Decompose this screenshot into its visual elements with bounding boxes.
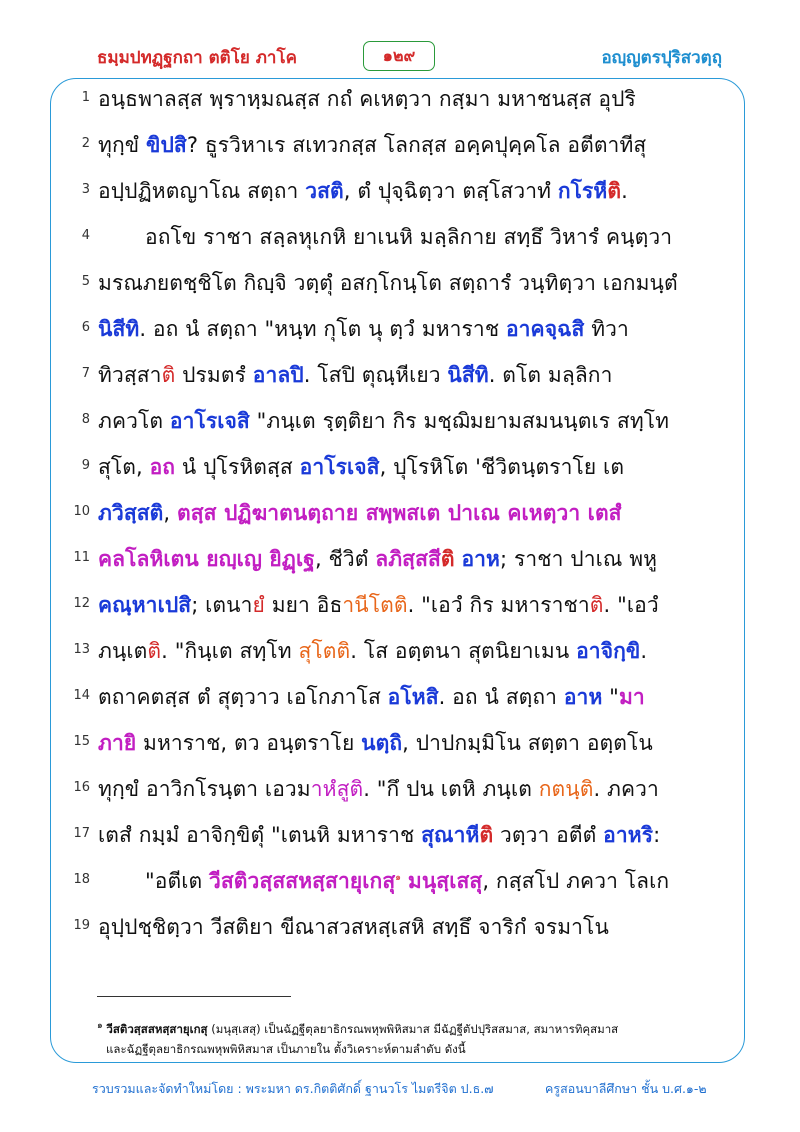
text-segment: ภนฺเต: [98, 639, 148, 663]
text-line: [50, 678, 745, 718]
text-segment: ,: [163, 501, 177, 525]
text-segment: "ภนฺเต รฺตฺติยา กิร มชฺฌิมยามสมนนฺตเร สทฺโท: [249, 409, 670, 433]
line-number: 12: [73, 596, 90, 611]
page-number-badge: ๑๒๙: [363, 41, 435, 71]
text-line: [50, 402, 745, 442]
text-segment: . ภควา: [593, 777, 659, 801]
text-segment: ติ: [161, 363, 176, 387]
text-segment: อาห: [461, 547, 501, 571]
footnote-marker: ๑: [97, 1021, 103, 1031]
footnote-text-1: (มนุสฺเสสุ) เป็นฉัฏฐีตุลยาธิกรณพหุพพิหิสมาส มีฉัฏฐีตัปปุริสสมาส, สมาหารทิคุสมาส: [207, 1021, 619, 1036]
text-line: [50, 126, 745, 166]
text-segment: . "กึ ปน เตหิ ภนฺเต: [363, 777, 539, 801]
line-text: [145, 221, 723, 254]
text-segment: , ปาปกมฺมิโน สตฺตา อตฺตโน: [402, 731, 653, 755]
text-segment: อโหสิ: [387, 685, 439, 709]
text-segment: ปรมตรํ: [175, 363, 253, 387]
line-text: [98, 175, 723, 208]
text-segment: อถโข ราชา สลฺลหุเกหิ ยาเนหิ มลฺลิกาย สทฺธึ วิหารํ คนฺตฺวา: [145, 225, 673, 249]
text-segment: ติ: [147, 639, 162, 663]
text-segment: อาห: [563, 685, 603, 709]
text-segment: .: [640, 639, 648, 663]
text-segment: ภวิสฺสติ: [98, 501, 164, 525]
text-segment: อาโรเจสิ: [169, 409, 250, 433]
line-text: [98, 635, 723, 668]
text-segment: ติ: [607, 179, 622, 203]
text-segment: "อตีเต: [145, 869, 209, 893]
footnote-line-1: [97, 1018, 618, 1039]
line-number: 2: [81, 136, 90, 151]
text-segment: . อถ นํ สตฺถา: [438, 685, 564, 709]
text-segment: กโรหี: [557, 179, 608, 203]
text-segment: อาลปิ: [252, 363, 304, 387]
text-segment: ลภิสฺสสี: [375, 547, 441, 571]
line-text: [98, 727, 723, 760]
footnote-line-2: และฉัฏฐีตุลยาธิกรณพหุพพิหิสมาส เป็นภายใน ตั้งวิเคราะห์ตามลำดับ ดังนี้: [106, 1042, 466, 1056]
text-segment: อาหริ: [603, 823, 654, 847]
line-number: 5: [81, 274, 90, 289]
text-line: [50, 356, 745, 396]
text-segment: มา: [618, 685, 645, 709]
text-segment: สุโต,: [98, 455, 150, 479]
line-text: [98, 681, 723, 714]
text-segment: . อถ นํ สตฺถา "หนฺท กุโต นุ ตฺวํ มหาราช: [139, 317, 506, 341]
line-number: 18: [73, 872, 90, 887]
text-segment: . "เอวํ: [603, 593, 659, 617]
text-segment: . ตโต มลฺลิกา: [488, 363, 613, 387]
line-text: [98, 405, 723, 438]
text-segment: กตนฺติ: [538, 777, 594, 801]
text-segment: . "กินฺเต สทฺโท: [161, 639, 299, 663]
text-segment: าหํสูติ: [310, 777, 364, 801]
line-number: 19: [73, 918, 90, 933]
text-segment: ยํ: [252, 593, 265, 617]
line-number: 16: [73, 780, 90, 795]
line-text: [98, 129, 723, 162]
text-segment: ทิวา: [584, 317, 629, 341]
text-line: [50, 218, 745, 258]
line-text: [98, 359, 723, 392]
text-segment: นิสีทิ: [447, 363, 489, 387]
line-text: [145, 865, 723, 898]
text-line: [50, 172, 745, 212]
text-segment: อาโรเจสิ: [299, 455, 380, 479]
line-text: [98, 497, 723, 530]
text-segment: สุณาหี: [421, 823, 480, 847]
text-segment: มยา อิธ: [264, 593, 343, 617]
text-line: [50, 264, 745, 304]
text-line: [50, 540, 745, 580]
text-segment: ภายิ: [98, 731, 137, 755]
line-text: [98, 267, 723, 300]
text-segment: สุโตติ: [298, 639, 351, 663]
text-segment: านีโตติ: [342, 593, 408, 617]
text-segment: ๑: [395, 873, 402, 883]
text-segment: วตฺวา อตีตํ: [493, 823, 604, 847]
text-segment: อาจิกฺขิ: [576, 639, 641, 663]
line-number: 13: [73, 642, 90, 657]
text-segment: นตฺถิ: [361, 731, 403, 755]
line-text: [98, 543, 723, 576]
line-number: 10: [73, 504, 90, 519]
text-line: [50, 448, 745, 488]
footnote-divider: [97, 996, 291, 997]
line-number: 3: [81, 182, 90, 197]
line-number: 17: [73, 826, 90, 841]
line-number: 11: [73, 550, 90, 565]
text-segment: ติ: [589, 593, 604, 617]
text-segment: , ชีวิตํ: [314, 547, 376, 571]
text-line: [50, 632, 745, 672]
header-title-left: ธมฺมปทฏฺฐกถา ตติโย ภาโค: [97, 48, 297, 68]
text-segment: ภควโต: [98, 409, 170, 433]
text-segment: ขิปสิ: [146, 133, 187, 157]
text-segment: นิสีทิ: [98, 317, 140, 341]
line-number: 8: [81, 412, 90, 427]
line-number: 15: [73, 734, 90, 749]
line-text: [98, 313, 723, 346]
text-segment: .: [621, 179, 628, 203]
text-segment: ? ธูรวิหาเร สเทวกสฺส โลกสฺส อคฺคปุคฺคโล อตีตาทีสุ: [186, 133, 647, 157]
text-segment: ทุกฺขํ: [98, 133, 146, 157]
text-segment: คลโลหิเตน ยญฺเญ ยิฏฺเฐ: [98, 547, 315, 571]
text-segment: อถ: [149, 455, 176, 479]
line-number: 14: [73, 688, 90, 703]
text-segment: , ตํ ปุจฺฉิตฺวา ตสฺโสวาทํ: [343, 179, 558, 203]
line-text: [98, 83, 723, 116]
footer-author: รวบรวมและจัดทำใหม่โดย : พระมหา ดร.กิตติศักดิ์ ฐานวโร ไมตรีจิต ป.ธ.๗: [92, 1081, 494, 1096]
text-segment: ทิวสฺสา: [98, 363, 162, 387]
text-line: [50, 80, 745, 120]
text-line: [50, 724, 745, 764]
text-segment: อนฺธพาลสฺส พฺราหฺมณสฺส กถํ คเหตฺวา กสฺมา มหาชนสฺส อุปริ: [98, 87, 636, 111]
text-segment: :: [653, 823, 661, 847]
text-line: [50, 816, 745, 856]
text-segment: อุปฺปชฺชิตฺวา วีสติยา ขีณาสวสหสฺเสหิ สทฺธึ จาริกํ จรมาโน: [98, 915, 609, 939]
text-segment: วีสติวสฺสสหสฺสายุเกสุ: [209, 869, 396, 893]
text-line: [50, 586, 745, 626]
text-segment: ; ราชา ปาเณ พหู: [500, 547, 658, 571]
line-number: 9: [81, 458, 90, 473]
text-line: [50, 862, 745, 902]
text-segment: ติ: [479, 823, 494, 847]
line-number: 1: [81, 90, 90, 105]
text-segment: ทุกฺขํ อาวิกโรนฺตา เอวม: [98, 777, 311, 801]
text-segment: . "เอวํ กิร มหาราชา: [407, 593, 590, 617]
text-segment: มรณภยตชฺชิโต กิญฺจิ วตฺตุํ อสกฺโกนฺโต สตฺถารํ วนฺทิตฺวา เอกมนฺตํ: [98, 271, 678, 295]
text-line: [50, 770, 745, 810]
text-segment: . โสปิ ตุณฺหีเยว: [303, 363, 448, 387]
text-segment: มนุสฺเสสุ: [407, 869, 483, 893]
line-text: [98, 819, 723, 852]
text-segment: [401, 869, 408, 893]
text-segment: ตสฺส ปฏิฆาตนตฺถาย สพฺพสเต ปาเณ คเหตฺวา เตสํ: [176, 501, 622, 525]
line-number: 6: [81, 320, 90, 335]
line-text: [98, 911, 723, 944]
line-number: 7: [81, 366, 90, 381]
text-segment: ติ: [440, 547, 455, 571]
text-segment: วสติ: [305, 179, 344, 203]
text-segment: เตสํ กมฺมํ อาจิกฺขิตุํ "เตนหิ มหาราช: [98, 823, 422, 847]
text-segment: คณฺหาเปสิ: [98, 593, 192, 617]
line-text: [98, 589, 723, 622]
text-line: [50, 494, 745, 534]
text-segment: ; เตนา: [191, 593, 253, 617]
line-number: 4: [81, 228, 90, 243]
text-segment: , ปุโรหิโต 'ชีวิตนฺตราโย เต: [379, 455, 625, 479]
text-segment: อปฺปฏิหตญาโณ สตฺถา: [98, 179, 306, 203]
header-title-right: อญฺญตรปุริสวตฺถุ: [601, 48, 722, 68]
text-segment: , กสฺสโป ภควา โลเก: [482, 869, 670, 893]
text-line: [50, 310, 745, 350]
line-text: [98, 773, 723, 806]
footer-course: ครูสอนบาลีศึกษา ชั้น บ.ศ.๑-๒: [545, 1081, 707, 1096]
footnote-term: วีสติวสฺสสหสฺสายุเกสุ: [106, 1021, 208, 1036]
text-segment: อาคจฺฉสิ: [505, 317, 585, 341]
text-line: [50, 908, 745, 948]
text-segment: มหาราช, ตว อนฺตราโย: [136, 731, 362, 755]
text-segment: ตถาคตสฺส ตํ สุตฺวาว เอโกภาโส: [98, 685, 388, 709]
text-segment: ": [602, 685, 619, 709]
text-segment: นํ ปุโรหิตสฺส: [175, 455, 300, 479]
line-text: [98, 451, 723, 484]
text-segment: . โส อตฺตนา สุตนิยาเมน: [350, 639, 577, 663]
